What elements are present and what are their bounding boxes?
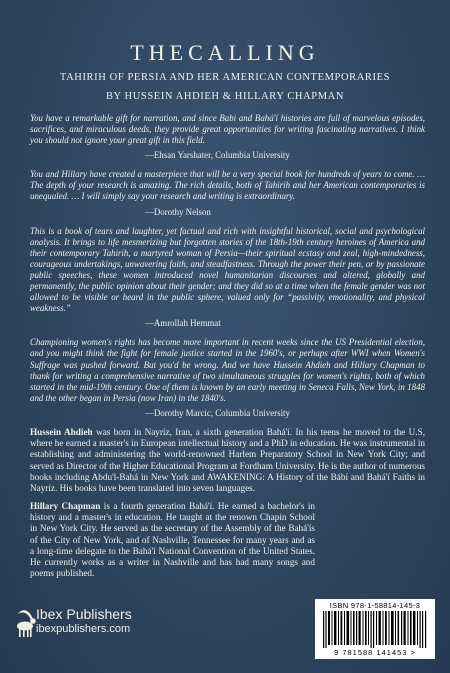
- bio-text-ahdieh: was born in Nayríz, Iran, a sixth generation Bahá'í. In his teens he moved to the U.S, where he earned a master's in European intellectual history and a PhD in education. He was instrumental in establishing and administering the world-renowned Harlem Preparatory School in New York City; and served as Director of the Higher Educational Program at Fordham University. He is the author of numerous books including Abdu'l-Bahá in New York and AWAKENING: A History of the Bábí and Bahá'í Faiths in Nayríz. His books have been translated into seven languages.: [30, 426, 426, 494]
- barcode-digits: 9 781588 141453 >: [334, 648, 416, 657]
- isbn-label: ISBN 978-1-58814-145-3: [329, 601, 421, 610]
- author-bio-ahdieh: [30, 427, 425, 495]
- author-bio-chapman: [30, 501, 315, 580]
- blurb-attribution-3: —Amrollah Hemmat: [145, 318, 221, 329]
- publisher-url[interactable]: ibexpublishers.com: [36, 623, 131, 635]
- back-cover-content: [30, 113, 425, 586]
- blurb-attribution-2: —Dorothy Nelson: [145, 206, 211, 217]
- barcode-icon: [323, 611, 427, 648]
- book-subtitle: TAHIRIH OF PERSIA AND HER AMERICAN CONTEMPORARIES: [59, 72, 391, 83]
- blurb-quote-4: Championing women's rights has become more important in recent weeks since the US Presidential election, and you might think the fight for female justice started in the 1960's, or perhaps after WWI when Women's Suffrage was pushed forward. But you'd be wrong. And we have Hussein Ahdieh and Hillary Chapman to thank for writing a comprehensive narrative of two simultaneous struggles for women's rights, both of which started in the mid-19th century. One of them is known by an early meeting in Seneca Falls, New York, in 1848 and the other began in Persia (now Iran) in the 1840's.: [30, 337, 425, 403]
- book-title: THECALLING: [130, 40, 320, 65]
- blurb-quote-1: You have a remarkable gift for narration, and since Babi and Bahá'í histories are full of marvelous episodes, sacrifices, and miraculous deeds, they provide great opportunities for writing fascinating narratives. I think you should not ignore your great gift in this field.: [30, 113, 425, 146]
- blurb-quote-3: This is a book of tears and laughter, yet factual and rich with insightful historical, social and psychological analysis. It brings to life mesmerizing but forgotten stories of the 18th-19th century heroines of America and their contemporary Tahirih, a martyred woman of Persia—their spiritual ecstasy and zeal, high-mindedness, courageous undertakings, unwavering faith, and steadfastness. Through the power their pen, or by passionate public speeches, these women introduced novel humanitarian discourses and altered, globally and permanently, the public opinion about their gender; and they did so at a time when the female gender was not allowed to be visible or heard in the public sphere, valued only for “passivity, emotionality, and physical weakness.”: [30, 225, 425, 314]
- blurb-attribution-4: —Dorothy Marcic, Columbia University: [145, 407, 290, 418]
- blurb-quote-2: You and Hillary have created a masterpiece that will be a very special book for hundreds of years to come. … The depth of your research is amazing. The rich details, both of Tahirih and her American contemporaries is unequaled. … I will simply say your research and writing is extraordinary.: [30, 169, 425, 202]
- blurb-attribution-1: —Ehsan Yarshater, Columbia University: [145, 150, 290, 161]
- bio-text-chapman: is a fourth generation Bahá'í. He earned a bachelor's in history and a master's in education. He taught at the renown Chapin School in New York City. He served as the secretary of the Assembly of the Bahá'ís of the City of New York, and of Nashville, Tennessee for many years and as a long-time delegate to the Bahá'í National Convention of the United States. He currently works as a writer in Nashville and has had many songs and poems published.: [30, 500, 316, 579]
- bio-name-ahdieh: Hussein Ahdieh: [30, 426, 93, 437]
- publisher-name: Ibex Publishers: [36, 606, 132, 622]
- authors-line: BY HUSSEIN AHDIEH & HILLARY CHAPMAN: [105, 91, 345, 102]
- isbn-barcode: [315, 599, 435, 659]
- bio-name-chapman: Hillary Chapman: [30, 500, 101, 511]
